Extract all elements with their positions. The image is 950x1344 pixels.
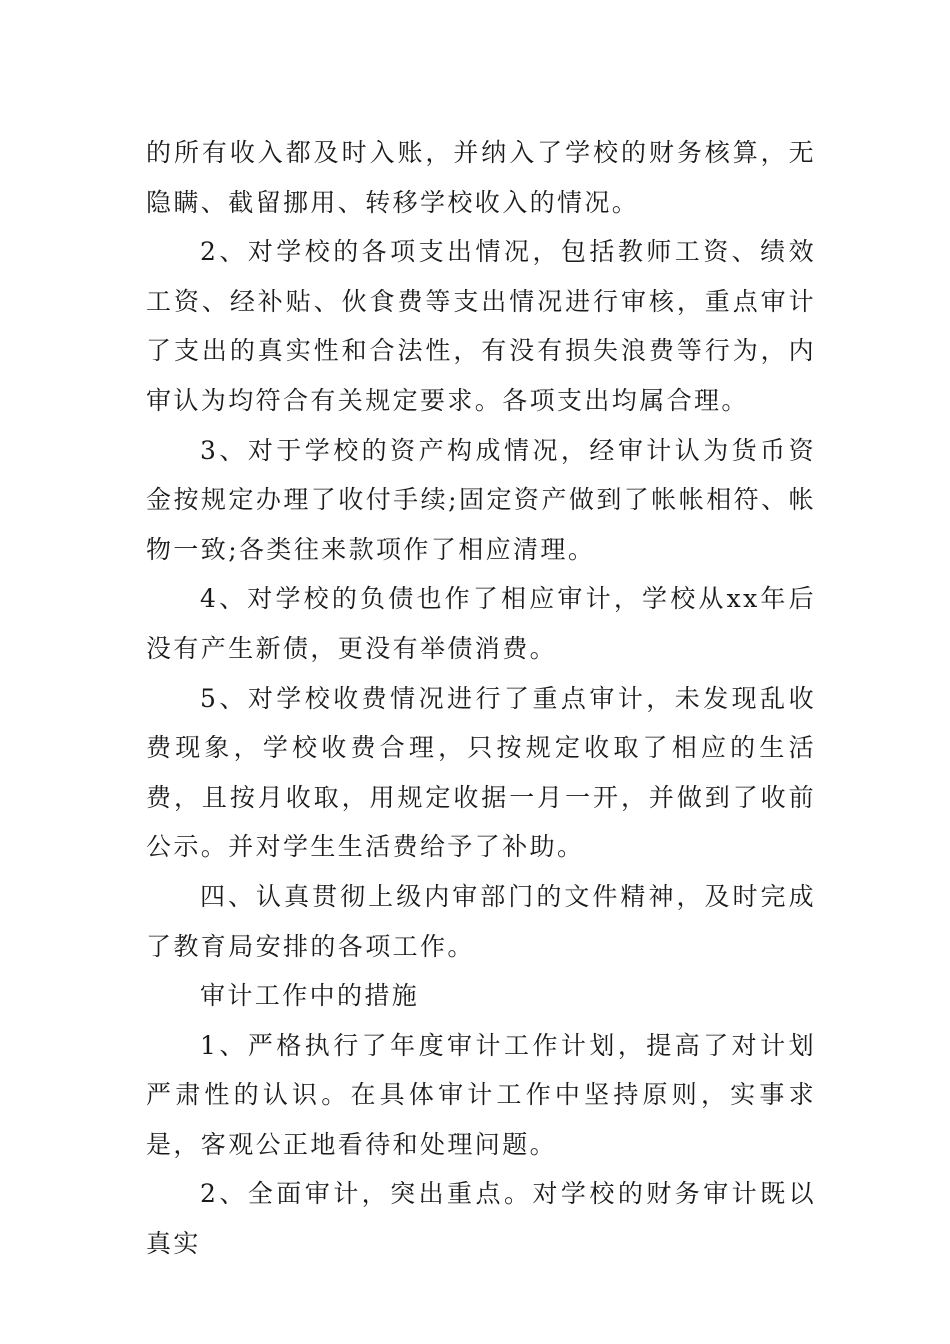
document-body — [146, 128, 816, 1269]
paragraph-expenditure: 2、对学校的各项支出情况，包括教师工资、绩效工资、经补贴、伙食费等支出情况进行审核，重点审计了支出的真实性和合法性，有没有损失浪费等行为，内审认为均符合有关规定要求。各项支出均属合理。 — [146, 237, 816, 415]
paragraph-section-four: 四、认真贯彻上级内审部门的文件精神，及时完成了教育局安排的各项工作。 — [146, 881, 816, 961]
paragraph-liabilities: 4、对学校的负债也作了相应审计，学校从xx年后没有产生新债，更没有举债消费。 — [146, 584, 816, 663]
paragraph-assets: 3、对于学校的资产构成情况，经审计认为货币资金按规定办理了收付手续;固定资产做到了帐帐相符、帐物一致;各类往来款项作了相应清理。 — [146, 435, 816, 564]
paragraph-measure-one: 1、严格执行了年度审计工作计划，提高了对计划严肃性的认识。在具体审计工作中坚持原则，实事求是，客观公正地看待和处理问题。 — [146, 1030, 816, 1159]
paragraph-fees: 5、对学校收费情况进行了重点审计，未发现乱收费现象，学校收费合理，只按规定收取了相应的生活费，且按月收取，用规定收据一月一开，并做到了收前公示。并对学生生活费给予了补助。 — [146, 683, 816, 862]
section-heading-measures: 审计工作中的措施 — [200, 981, 420, 1011]
paragraph-measure-two: 2、全面审计，突出重点。对学校的财务审计既以真实 — [146, 1179, 816, 1259]
paragraph-income: 的所有收入都及时入账，并纳入了学校的财务核算，无隐瞒、截留挪用、转移学校收入的情况。 — [146, 138, 816, 217]
